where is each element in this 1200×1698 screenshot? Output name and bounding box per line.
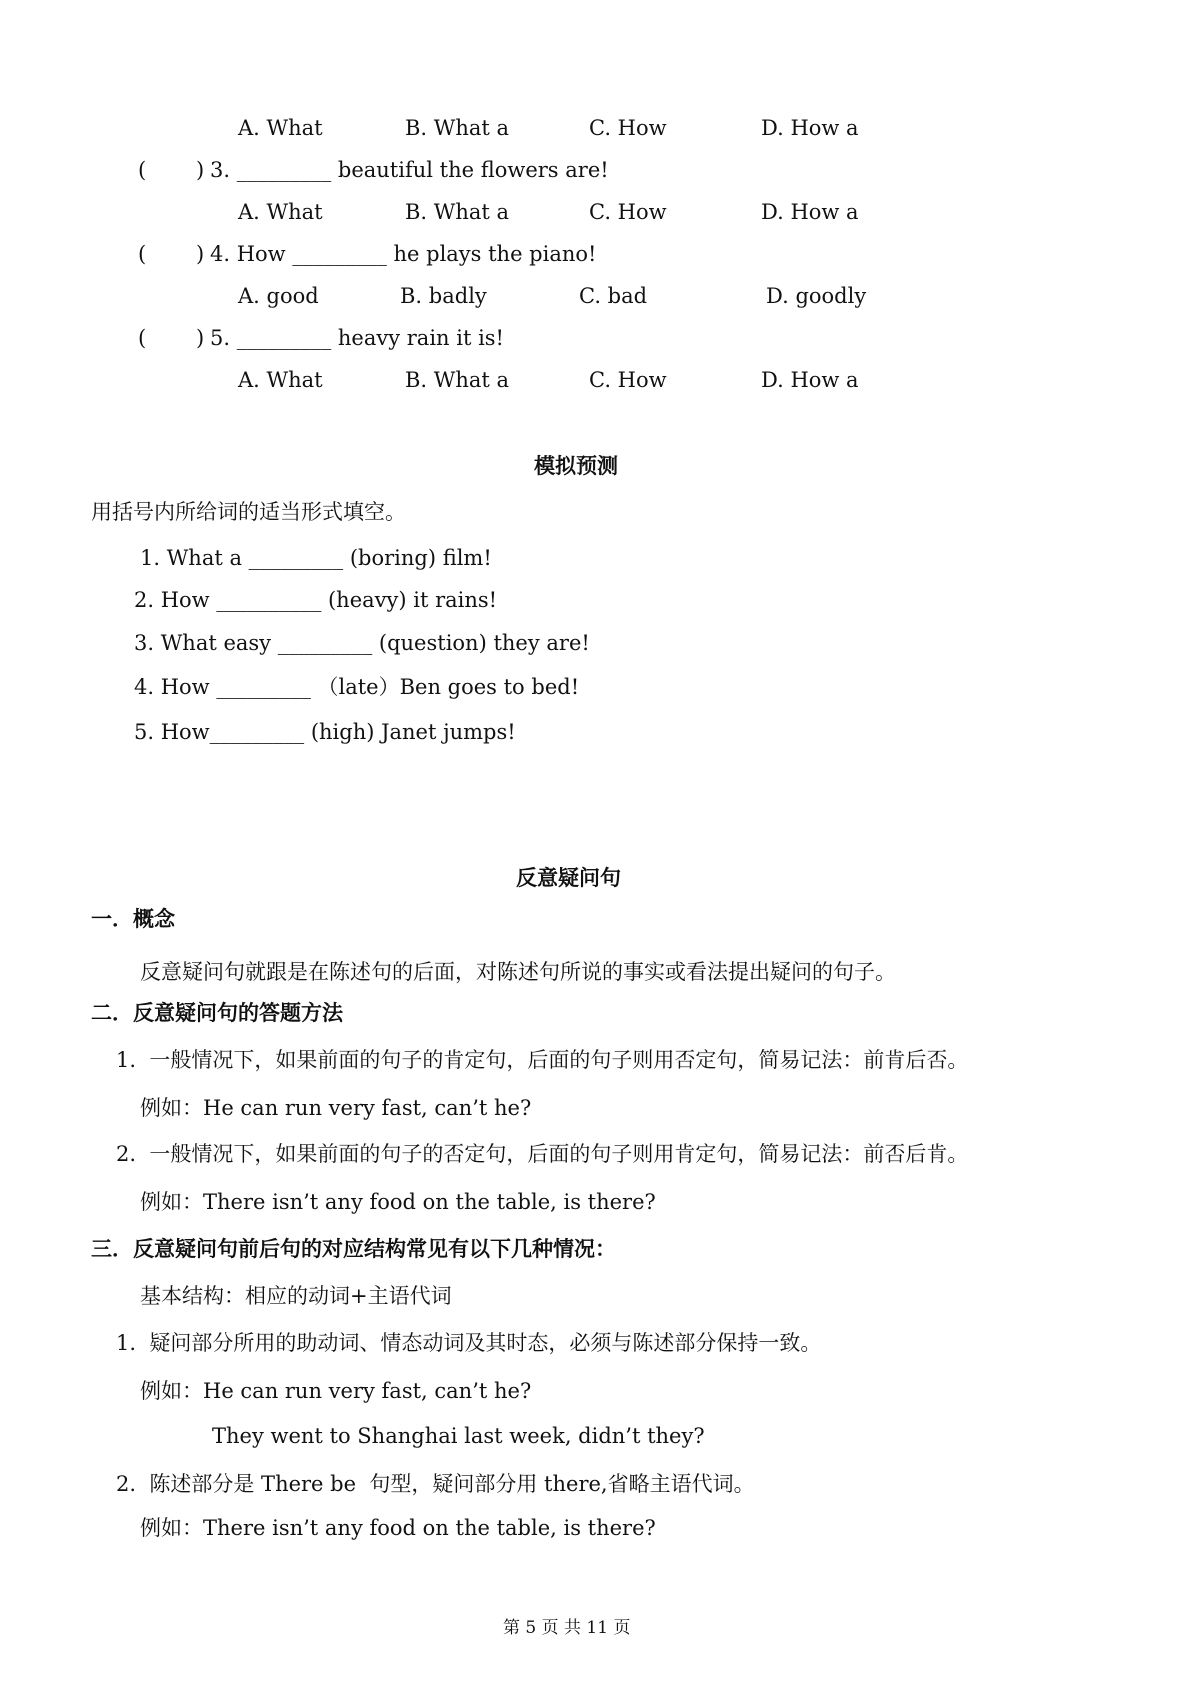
- option-c: C. How: [589, 116, 667, 140]
- instruction: 用括号内所给词的适当形式填空。: [91, 500, 406, 524]
- fill-item-1: 1. What a _________ (boring) film!: [140, 546, 492, 570]
- basic-structure: 基本结构：相应的动词+主语代词: [140, 1284, 452, 1308]
- option-b: B. What a: [405, 368, 510, 392]
- answer-paren-close: ): [196, 242, 205, 266]
- option-b: B. What a: [405, 200, 510, 224]
- option-a: A. What: [238, 200, 323, 224]
- option-c: C. How: [589, 368, 667, 392]
- rule-item: 2. 陈述部分是 There be 句型，疑问部分用 there,省略主语代词。: [116, 1472, 755, 1496]
- answer-paren-close: ): [196, 158, 205, 182]
- answer-paren-open: (: [138, 326, 147, 350]
- question-text: 3. _________ beautiful the flowers are!: [210, 158, 609, 182]
- rule-item: 1. 一般情况下，如果前面的句子的肯定句，后面的句子则用否定句，简易记法：前肯后否。: [116, 1048, 969, 1072]
- page-number: 第 5 页 共 11 页: [503, 1618, 631, 1638]
- heading-concept: 一．概念: [91, 907, 175, 931]
- example-text: 例如：He can run very fast, can’t he?: [140, 1379, 532, 1403]
- heading-structure: 三．反意疑问句前后句的对应结构常见有以下几种情况：: [91, 1237, 616, 1261]
- option-c: C. bad: [579, 284, 648, 308]
- rule-item: 2. 一般情况下，如果前面的句子的否定句，后面的句子则用肯定句，简易记法：前否后肯。: [116, 1142, 969, 1166]
- section-title: 模拟预测: [534, 454, 618, 478]
- option-d: D. How a: [761, 116, 859, 140]
- option-a: A. What: [238, 116, 323, 140]
- concept-text: 反意疑问句就跟是在陈述句的后面，对陈述句所说的事实或看法提出疑问的句子。: [140, 960, 896, 984]
- option-d: D. How a: [761, 200, 859, 224]
- option-c: C. How: [589, 200, 667, 224]
- section-title: 反意疑问句: [516, 866, 621, 890]
- answer-paren-open: (: [138, 242, 147, 266]
- question-text: 5. _________ heavy rain it is!: [210, 326, 504, 350]
- example-text: 例如：He can run very fast, can’t he?: [140, 1096, 532, 1120]
- example-text: 例如：There isn’t any food on the table, is there?: [140, 1516, 656, 1540]
- fill-item-3: 3. What easy _________ (question) they are!: [134, 631, 590, 655]
- rule-item: 1. 疑问部分所用的助动词、情态动词及其时态，必须与陈述部分保持一致。: [116, 1331, 822, 1355]
- example-text: 例如：There isn’t any food on the table, is there?: [140, 1190, 656, 1214]
- fill-item-5: 5. How_________ (high) Janet jumps!: [134, 720, 516, 744]
- option-a: A. What: [238, 368, 323, 392]
- option-d: D. goodly: [766, 284, 867, 308]
- question-text: 4. How _________ he plays the piano!: [210, 242, 597, 266]
- option-b: B. badly: [400, 284, 487, 308]
- fill-item-4: 4. How _________ （late）Ben goes to bed!: [134, 675, 580, 699]
- fill-item-2: 2. How __________ (heavy) it rains!: [134, 588, 498, 612]
- answer-paren-open: (: [138, 158, 147, 182]
- option-d: D. How a: [761, 368, 859, 392]
- example-text: They went to Shanghai last week, didn’t they?: [212, 1424, 705, 1448]
- heading-method: 二．反意疑问句的答题方法: [91, 1001, 343, 1025]
- option-a: A. good: [238, 284, 319, 308]
- answer-paren-close: ): [196, 326, 205, 350]
- option-b: B. What a: [405, 116, 510, 140]
